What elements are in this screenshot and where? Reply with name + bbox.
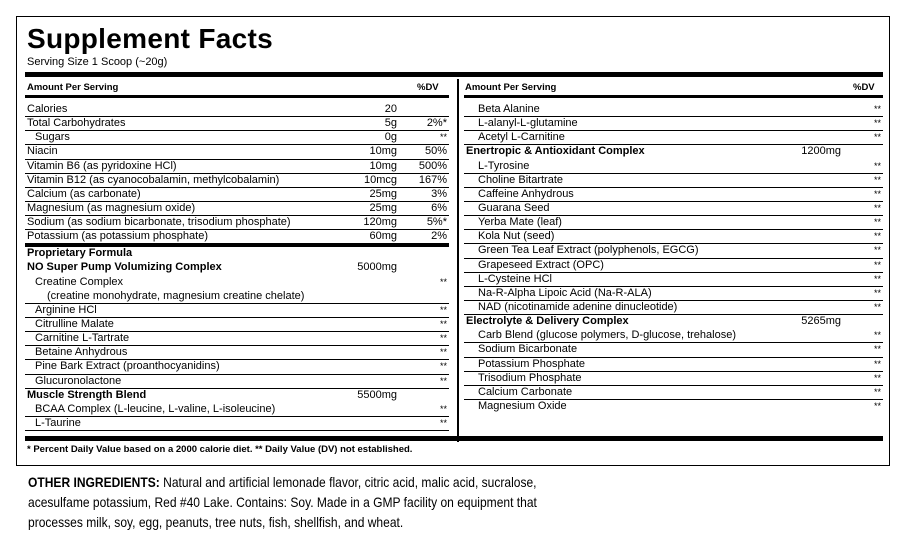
nutrient-name: Creatine Complex: [35, 275, 124, 288]
nutrient-name: Carb Blend (glucose polymers, D-glucose, trehalose): [478, 329, 737, 342]
nutrient-amount: 10mcg: [363, 173, 397, 186]
nutrient-row: [25, 216, 449, 230]
nutrient-amount: 5000mg: [357, 261, 397, 274]
nutrient-dv: 3%: [431, 187, 447, 200]
serving-size: Serving Size 1 Scoop (~20g): [27, 56, 168, 68]
nutrient-name: Calories: [27, 103, 68, 115]
nutrient-dv: **: [873, 118, 881, 129]
bottom-thick-rule: [25, 436, 883, 441]
nutrient-row: [25, 247, 449, 261]
nutrient-dv: **: [873, 273, 881, 284]
supplement-facts-panel: [16, 16, 890, 466]
nutrient-name: Enertropic & Antioxidant Complex: [466, 145, 645, 158]
right-dv-header: %DV: [853, 82, 875, 93]
nutrient-dv: **: [873, 132, 881, 143]
nutrient-name: L-Cysteine HCl: [478, 272, 552, 285]
nutrient-row: [25, 276, 449, 290]
nutrient-dv: **: [439, 304, 447, 315]
nutrient-dv: **: [439, 347, 447, 358]
nutrient-amount: 0g: [384, 131, 397, 144]
nutrient-name: Glucuronolactone: [35, 374, 122, 387]
nutrient-row: [464, 301, 883, 315]
nutrient-dv: **: [439, 403, 447, 414]
nutrient-row: [25, 103, 449, 117]
nutrient-amount: 25mg: [369, 201, 397, 214]
nutrient-name: NO Super Pump Volumizing Complex: [27, 261, 222, 274]
nutrient-row: [25, 188, 449, 202]
right-amount-per-serving-header: Amount Per Serving: [465, 82, 557, 93]
nutrient-dv: **: [439, 417, 447, 428]
nutrient-row: [464, 372, 883, 386]
nutrient-amount: 25mg: [369, 187, 397, 200]
nutrient-row: [25, 145, 449, 159]
nutrient-row: [25, 304, 449, 318]
nutrient-dv: **: [439, 276, 447, 287]
nutrient-row: [25, 202, 449, 216]
nutrient-row: [464, 343, 883, 357]
nutrient-name: Pine Bark Extract (proanthocyanidins): [35, 360, 220, 373]
nutrient-dv: **: [873, 344, 881, 355]
nutrient-name: Choline Bitartrate: [478, 173, 563, 186]
nutrient-row: [464, 358, 883, 372]
nutrient-row: [464, 160, 883, 174]
nutrient-row: [464, 117, 883, 131]
other-ingredients: [28, 472, 544, 532]
nutrient-name: Na-R-Alpha Lipoic Acid (Na-R-ALA): [478, 286, 652, 299]
nutrient-name: Niacin: [27, 145, 58, 158]
nutrient-dv: **: [439, 375, 447, 386]
nutrient-amount: 10mg: [369, 145, 397, 158]
nutrient-amount: 1200mg: [801, 145, 841, 158]
nutrient-row: [25, 290, 449, 304]
nutrient-dv: **: [873, 287, 881, 298]
nutrient-name: Grapeseed Extract (OPC): [478, 258, 604, 271]
nutrient-row: [25, 261, 449, 275]
nutrient-name: Proprietary Formula: [27, 247, 133, 260]
nutrient-row: [464, 273, 883, 287]
nutrient-amount: 5g: [384, 117, 397, 130]
nutrient-row: [25, 360, 449, 374]
nutrient-dv: **: [873, 160, 881, 171]
nutrient-dv: **: [439, 132, 447, 143]
nutrient-name: Acetyl L-Carnitine: [478, 131, 565, 144]
nutrient-name: Kola Nut (seed): [478, 230, 555, 243]
nutrient-dv: **: [873, 104, 881, 114]
footnote: * Percent Daily Value based on a 2000 calorie diet. ** Daily Value (DV) not established.: [27, 444, 413, 455]
nutrient-dv: **: [873, 358, 881, 369]
nutrient-row: [25, 417, 449, 431]
nutrient-row: [464, 244, 883, 258]
nutrient-dv: **: [873, 372, 881, 383]
nutrient-row: [464, 103, 883, 117]
other-ingredients-label: OTHER INGREDIENTS:: [28, 474, 160, 490]
nutrient-dv: **: [873, 400, 881, 411]
right-nutrient-list: [464, 103, 883, 414]
nutrient-row: [464, 287, 883, 301]
other-ingredients-text: Natural and artificial lemonade flavor, citric acid, malic acid, sucralose, acesulfame potassium, Red #40 Lake. Contains: Soy. Made in a GMP facility on equipment that processes milk, soy, egg, peanuts, tree nuts, fish, shellfish, and wheat.: [28, 474, 537, 530]
nutrient-name: Potassium (as potassium phosphate): [27, 230, 208, 243]
nutrient-name: Sodium Bicarbonate: [478, 343, 578, 356]
nutrient-row: [464, 188, 883, 202]
nutrient-amount: 5500mg: [357, 388, 397, 401]
nutrient-name: NAD (nicotinamide adenine dinucleotide): [478, 300, 678, 313]
nutrient-amount: 120mg: [363, 216, 397, 229]
nutrient-dv: **: [873, 301, 881, 312]
nutrient-name: L-Taurine: [35, 416, 81, 429]
nutrient-name: Calcium (as carbonate): [27, 187, 141, 200]
nutrient-dv: 167%: [418, 173, 447, 186]
nutrient-row: [25, 174, 449, 188]
nutrient-dv: **: [439, 318, 447, 329]
nutrient-row: [464, 230, 883, 244]
nutrient-name: Sodium (as sodium bicarbonate, trisodium phosphate): [27, 216, 291, 229]
nutrient-name: Caffeine Anhydrous: [478, 187, 574, 200]
nutrient-row: [464, 400, 883, 414]
nutrient-dv: 2%: [431, 230, 447, 243]
nutrient-name: Yerba Mate (leaf): [478, 216, 562, 229]
right-header-rule: [464, 95, 883, 98]
nutrient-row: [464, 386, 883, 400]
nutrient-row: [25, 318, 449, 332]
nutrient-row: [464, 131, 883, 145]
nutrient-name: Sugars: [35, 131, 70, 144]
nutrient-dv: **: [873, 330, 881, 341]
nutrient-row: [464, 329, 883, 343]
nutrient-dv: 50%: [424, 145, 447, 158]
nutrient-name: Trisodium Phosphate: [478, 371, 582, 384]
nutrient-dv: **: [873, 386, 881, 397]
left-nutrient-list: [25, 103, 449, 431]
nutrient-name: (creatine monohydrate, magnesium creatine chelate): [47, 289, 305, 302]
nutrient-name: L-alanyl-L-glutamine: [478, 117, 578, 130]
left-header-rule: [25, 95, 449, 98]
nutrient-name: Citrulline Malate: [35, 317, 114, 330]
nutrient-name: Electrolyte & Delivery Complex: [466, 315, 629, 328]
nutrient-name: Potassium Phosphate: [478, 357, 586, 370]
nutrient-row: [25, 403, 449, 417]
nutrient-row: [25, 230, 449, 247]
nutrient-dv: **: [439, 361, 447, 372]
nutrient-amount: 60mg: [369, 230, 397, 243]
nutrient-row: [464, 315, 883, 329]
nutrient-name: Betaine Anhydrous: [35, 346, 128, 359]
nutrient-row: [464, 202, 883, 216]
nutrient-name: Arginine HCl: [35, 303, 97, 316]
nutrient-dv: **: [873, 202, 881, 213]
nutrient-row: [25, 117, 449, 131]
nutrient-row: [25, 375, 449, 389]
nutrient-name: Guarana Seed: [478, 201, 550, 214]
nutrient-row: [464, 259, 883, 273]
nutrient-dv: **: [873, 188, 881, 199]
nutrient-name: Calcium Carbonate: [478, 385, 573, 398]
nutrient-name: Vitamin B12 (as cyanocobalamin, methylcobalamin): [27, 173, 280, 186]
nutrient-dv: 6%: [431, 201, 447, 214]
left-amount-per-serving-header: Amount Per Serving: [27, 82, 119, 93]
nutrient-name: Total Carbohydrates: [27, 117, 126, 130]
nutrient-dv: **: [873, 259, 881, 270]
nutrient-name: Green Tea Leaf Extract (polyphenols, EGCG): [478, 244, 699, 257]
nutrient-row: [25, 160, 449, 174]
nutrient-name: Muscle Strength Blend: [27, 388, 147, 401]
nutrient-dv: **: [873, 245, 881, 256]
nutrient-dv: **: [873, 174, 881, 185]
nutrient-row: [464, 145, 883, 159]
left-dv-header: %DV: [417, 82, 439, 93]
nutrient-dv: 5%*: [426, 216, 447, 229]
nutrient-dv: 500%: [418, 159, 447, 172]
top-thick-rule: [25, 72, 883, 77]
nutrient-dv: **: [873, 217, 881, 228]
nutrient-dv: **: [439, 333, 447, 344]
nutrient-name: Vitamin B6 (as pyridoxine HCl): [27, 159, 177, 172]
nutrient-row: [464, 174, 883, 188]
nutrient-amount: 10mg: [369, 159, 397, 172]
column-divider: [457, 79, 459, 442]
nutrient-row: [25, 346, 449, 360]
nutrient-name: L-Tyrosine: [478, 159, 530, 172]
nutrient-name: Beta Alanine: [478, 103, 540, 115]
nutrient-name: BCAA Complex (L-leucine, L-valine, L-isoleucine): [35, 402, 276, 415]
nutrient-name: Magnesium (as magnesium oxide): [27, 201, 196, 214]
nutrient-name: Magnesium Oxide: [478, 399, 567, 412]
nutrient-row: [25, 389, 449, 403]
nutrient-amount: 20: [384, 103, 397, 115]
nutrient-row: [25, 332, 449, 346]
nutrient-dv: 2%*: [426, 117, 447, 130]
nutrient-amount: 5265mg: [801, 315, 841, 328]
nutrient-name: Carnitine L-Tartrate: [35, 332, 130, 345]
nutrient-row: [25, 131, 449, 145]
nutrient-dv: **: [873, 231, 881, 242]
nutrient-row: [464, 216, 883, 230]
panel-title: Supplement Facts: [27, 23, 273, 54]
